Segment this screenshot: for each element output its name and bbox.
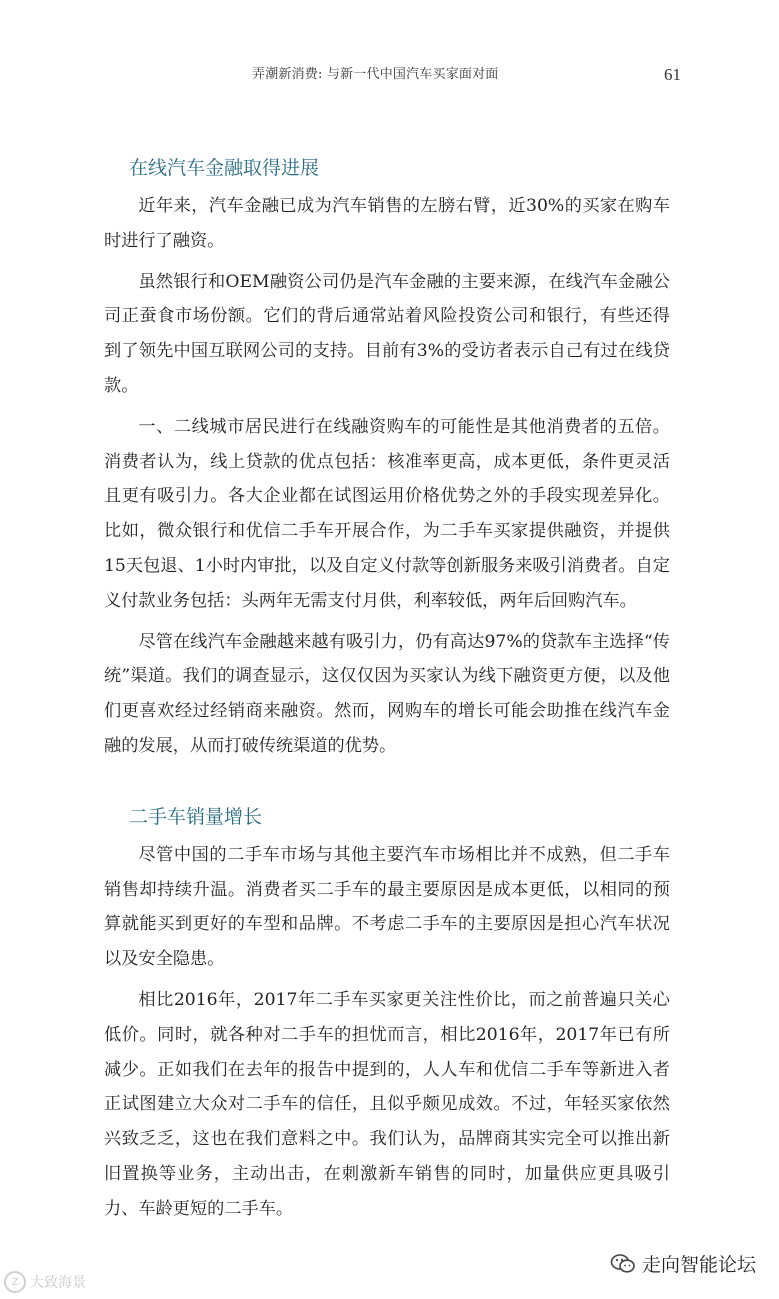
watermark-badge-icon: Z	[4, 1271, 26, 1293]
paragraph: 相比2016年，2017年二手车买家更关注性价比，而之前普遍只关心低价。同时，就各种对二手车的担忧而言，相比2016年，2017年已有所减少。正如我们在去年的报告中提到的，人人车和优信二手车等新进入者正试图建立大众对二手车的信任，且似乎颇见成效。不过，年轻买家依然兴致乏乏，这也在我们意料之中。我们认为，品牌商其实完全可以推出新旧置换等业务，主动出击，在刺激新车销售的同时，加量供应更具吸引力、车龄更短的二手车。	[104, 989, 670, 1219]
paragraph: 一、二线城市居民进行在线融资购车的可能性是其他消费者的五倍。消费者认为，线上贷款的优点包括：核准率更高，成本更低，条件更灵活且更有吸引力。各大企业都在试图运用价格优势之外的手段实现差异化。比如，微众银行和优信二手车开展合作，为二手车买家提供融资，并提供15天包退、1小时内审批，以及自定义付款等创新服务来吸引消费者。自定义付款业务包括：头两年无需支付月供，利率较低，两年后回购汽车。	[104, 416, 670, 611]
section-online-finance	[104, 150, 670, 764]
watermark-right-text: 走向智能论坛	[642, 1254, 757, 1276]
running-title: 弄潮新消费: 与新一代中国汽车买家面对面	[252, 67, 499, 82]
running-header	[0, 63, 779, 93]
page-number: 61	[664, 65, 681, 84]
paragraph: 近年来，汽车金融已成为汽车销售的左膀右臂，近30%的买家在购车时进行了融资。	[104, 196, 670, 251]
paragraph: 尽管中国的二手车市场与其他主要汽车市场相比并不成熟，但二手车销售却持续升温。消费者买二手车的最主要原因是成本更低，以相同的预算就能买到更好的车型和品牌。不考虑二手车的主要原因是担心汽车状况以及安全隐患。	[104, 844, 670, 970]
watermark-right	[610, 1250, 756, 1277]
section-heading: 在线汽车金融取得进展	[129, 157, 320, 179]
paragraph: 尽管在线汽车金融越来越有吸引力，仍有高达97%的贷款车主选择“传统”渠道。我们的调查显示，这仅仅因为买家认为线下融资更方便，以及他们更喜欢经过经销商来融资。然而，网购车的增长可能会助推在线汽车金融的发展，从而打破传统渠道的优势。	[104, 631, 670, 756]
wechat-icon	[610, 1253, 636, 1275]
page-content	[104, 150, 670, 1233]
section-heading: 二手车销量增长	[129, 805, 263, 828]
section-used-cars	[104, 799, 670, 1227]
paragraph: 虽然银行和OEM融资公司仍是汽车金融的主要来源，在线汽车金融公司正蚕食市场份额。它们的背后通常站着风险投资公司和银行，有些还得到了领先中国互联网公司的支持。目前有3%的受访者表示自己有过在线贷款。	[104, 271, 670, 396]
watermark-left	[4, 1271, 86, 1293]
watermark-left-text: 大致海景	[30, 1275, 86, 1291]
